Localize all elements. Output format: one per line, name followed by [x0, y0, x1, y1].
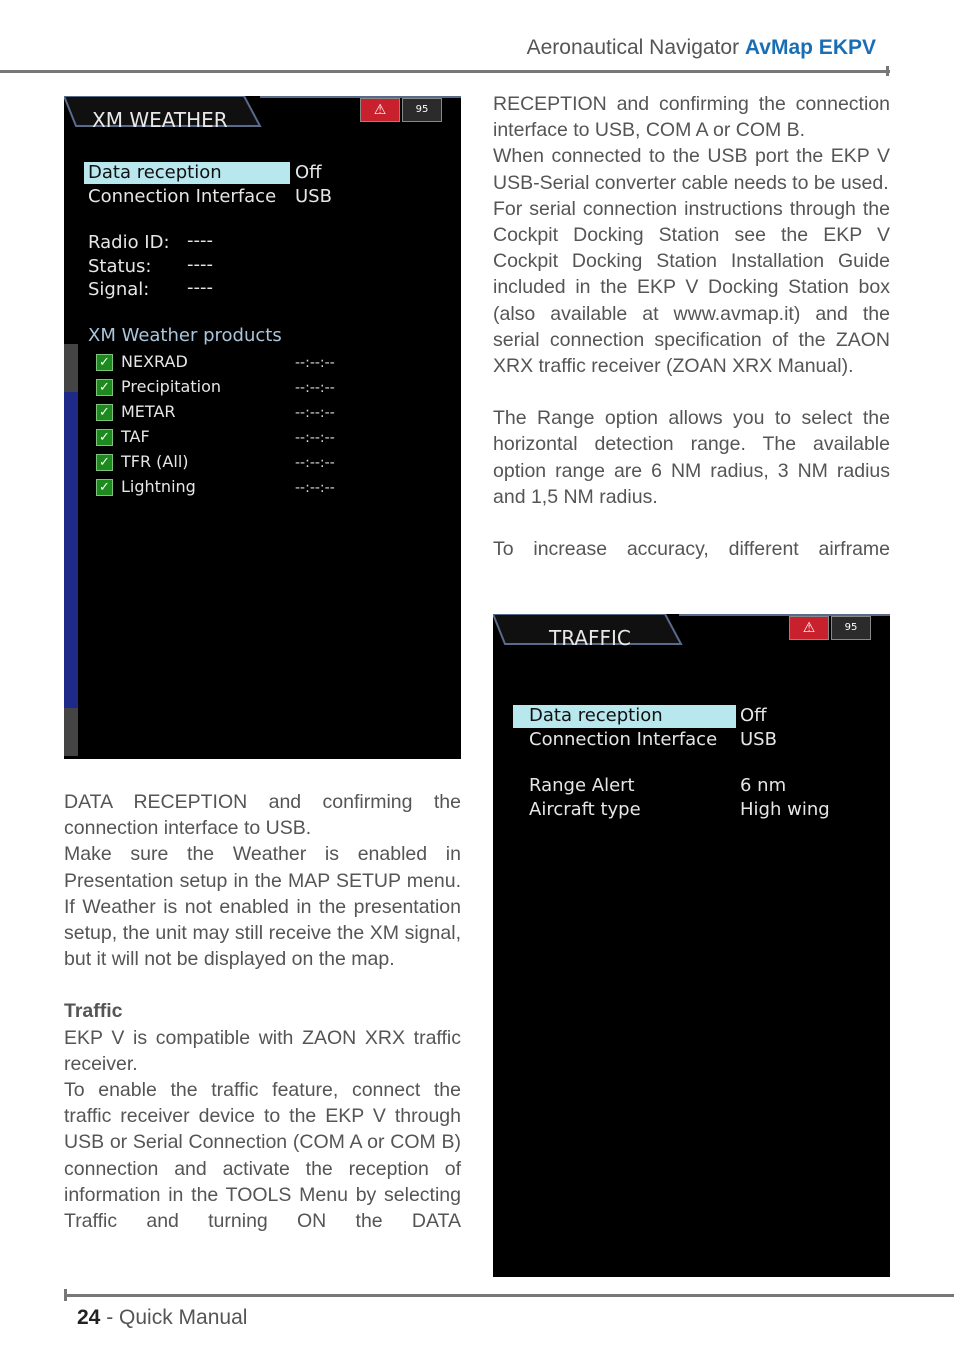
- gps-value: 95: [844, 622, 858, 633]
- paragraph: When connected to the USB port the EKP V USB-Serial converter cable needs to be used.: [493, 145, 890, 194]
- data-reception-row[interactable]: [513, 705, 736, 728]
- traffic-screenshot: [493, 614, 890, 1277]
- footer-label: - Quick Manual: [106, 1306, 248, 1329]
- xm-weather-screenshot: [64, 96, 461, 759]
- product-lightning: Lightning: [121, 477, 196, 496]
- footer-text: [77, 1306, 247, 1330]
- data-reception-value: Off: [295, 162, 322, 183]
- product-lightning-time: --:--:--: [295, 480, 335, 496]
- gps-signal-icon: [402, 98, 442, 122]
- gps-value: 95: [415, 104, 429, 115]
- range-alert-label: Range Alert: [529, 775, 635, 796]
- footer-rule-tick: [64, 1289, 67, 1301]
- satellite-alert-icon: ⚠: [789, 616, 829, 640]
- connection-interface-row[interactable]: [529, 729, 717, 750]
- product-tfr: TFR (All): [121, 452, 189, 471]
- scrollbar-up[interactable]: [64, 344, 78, 392]
- checkbox-checked-icon[interactable]: ✓: [96, 404, 113, 421]
- screen-title: XM WEATHER: [92, 108, 228, 132]
- paragraph: DATA RECEPTION and confirming the connection interface to USB.: [64, 791, 461, 840]
- range-alert-row[interactable]: [529, 775, 635, 796]
- paragraph: For serial connection instructions through the Cockpit Docking Station see the EKP V Cockpit Docking Station Installation Guide included in the EKP V Docking Station box (also available at www.avmap.it) and the serial connection specification of the ZAON XRX traffic receiver (ZOAN XRX Manual).: [493, 197, 890, 378]
- product-tfr-time: --:--:--: [295, 455, 335, 471]
- product-precipitation: Precipitation: [121, 377, 222, 396]
- connection-interface-row[interactable]: [88, 186, 276, 207]
- range-alert-value: 6 nm: [740, 775, 787, 796]
- page-number: 24: [77, 1306, 101, 1329]
- status-icons: [360, 98, 442, 122]
- product-metar: METAR: [121, 402, 176, 421]
- signal-value: ----: [187, 277, 213, 298]
- data-reception-label: Data reception: [529, 705, 663, 726]
- section-heading: Traffic: [64, 1000, 123, 1023]
- aircraft-type-row[interactable]: [529, 799, 641, 820]
- connection-interface-label: Connection Interface: [529, 729, 718, 750]
- radio-id-value: ----: [187, 230, 213, 251]
- product-precipitation-time: --:--:--: [295, 380, 335, 396]
- checkbox-checked-icon[interactable]: ✓: [96, 429, 113, 446]
- satellite-alert-icon: ⚠: [360, 98, 400, 122]
- signal-label: Signal:: [88, 279, 150, 300]
- checkbox-checked-icon[interactable]: ✓: [96, 454, 113, 471]
- scrollbar-down[interactable]: [64, 708, 78, 756]
- paragraph: To increase accuracy, different airframe: [493, 538, 890, 561]
- product-metar-time: --:--:--: [295, 405, 335, 421]
- left-column-text: [64, 789, 461, 1234]
- paragraph: RECEPTION and confirming the connection interface to USB, COM A or COM B.: [493, 93, 890, 142]
- paragraph: The Range option allows you to select the horizontal detection range. The available option range are 6 NM radius, 3 NM radius and 1,5 NM radius.: [493, 407, 890, 508]
- radio-id-label: Radio ID:: [88, 232, 170, 253]
- products-heading: XM Weather products: [88, 325, 282, 346]
- paragraph: To enable the traffic feature, connect the traffic receiver device to the EKP V through USB or Serial Connection (COM A or COM B) connection and activate the reception of information in the TOOLS Menu by selecting Traffic and turning ON the DATA: [64, 1079, 461, 1233]
- data-reception-label: Data reception: [88, 162, 222, 183]
- aircraft-type-value: High wing: [740, 799, 830, 820]
- data-reception-value: Off: [740, 705, 767, 726]
- paragraph: Make sure the Weather is enabled in Presentation setup in the MAP SETUP menu. If Weather is not enabled in the presentation setup, the unit may still receive the XM signal, but it will not be displayed on the map.: [64, 843, 461, 971]
- header-rule: [0, 70, 890, 73]
- connection-interface-label: Connection Interface: [88, 186, 277, 207]
- product-taf: TAF: [121, 427, 150, 446]
- product-taf-time: --:--:--: [295, 430, 335, 446]
- data-reception-row[interactable]: [84, 162, 290, 184]
- status-value: ----: [187, 254, 213, 275]
- checkbox-checked-icon[interactable]: ✓: [96, 479, 113, 496]
- header-brand: AvMap EKPV: [744, 36, 876, 59]
- header-title: [527, 36, 876, 60]
- spacer: [493, 510, 890, 536]
- checkbox-checked-icon[interactable]: ✓: [96, 379, 113, 396]
- header-title-prefix: Aeronautical Navigator: [526, 36, 740, 59]
- paragraph: EKP V is compatible with ZAON XRX traffic receiver.: [64, 1026, 461, 1075]
- header-rule-tick: [886, 66, 889, 76]
- product-nexrad-time: --:--:--: [295, 355, 335, 371]
- gps-signal-icon: [831, 616, 871, 640]
- product-nexrad: NEXRAD: [121, 352, 188, 371]
- connection-interface-value: USB: [295, 186, 332, 207]
- spacer: [493, 379, 890, 405]
- aircraft-type-label: Aircraft type: [529, 799, 641, 820]
- right-column-text: [493, 91, 890, 562]
- status-icons: [789, 616, 871, 640]
- connection-interface-value: USB: [740, 729, 777, 750]
- footer-rule: [64, 1294, 954, 1297]
- spacer: [64, 972, 461, 998]
- screen-title: TRAFFIC: [549, 626, 631, 650]
- status-label: Status:: [88, 256, 152, 277]
- scrollbar[interactable]: [64, 344, 78, 734]
- checkbox-checked-icon[interactable]: ✓: [96, 354, 113, 371]
